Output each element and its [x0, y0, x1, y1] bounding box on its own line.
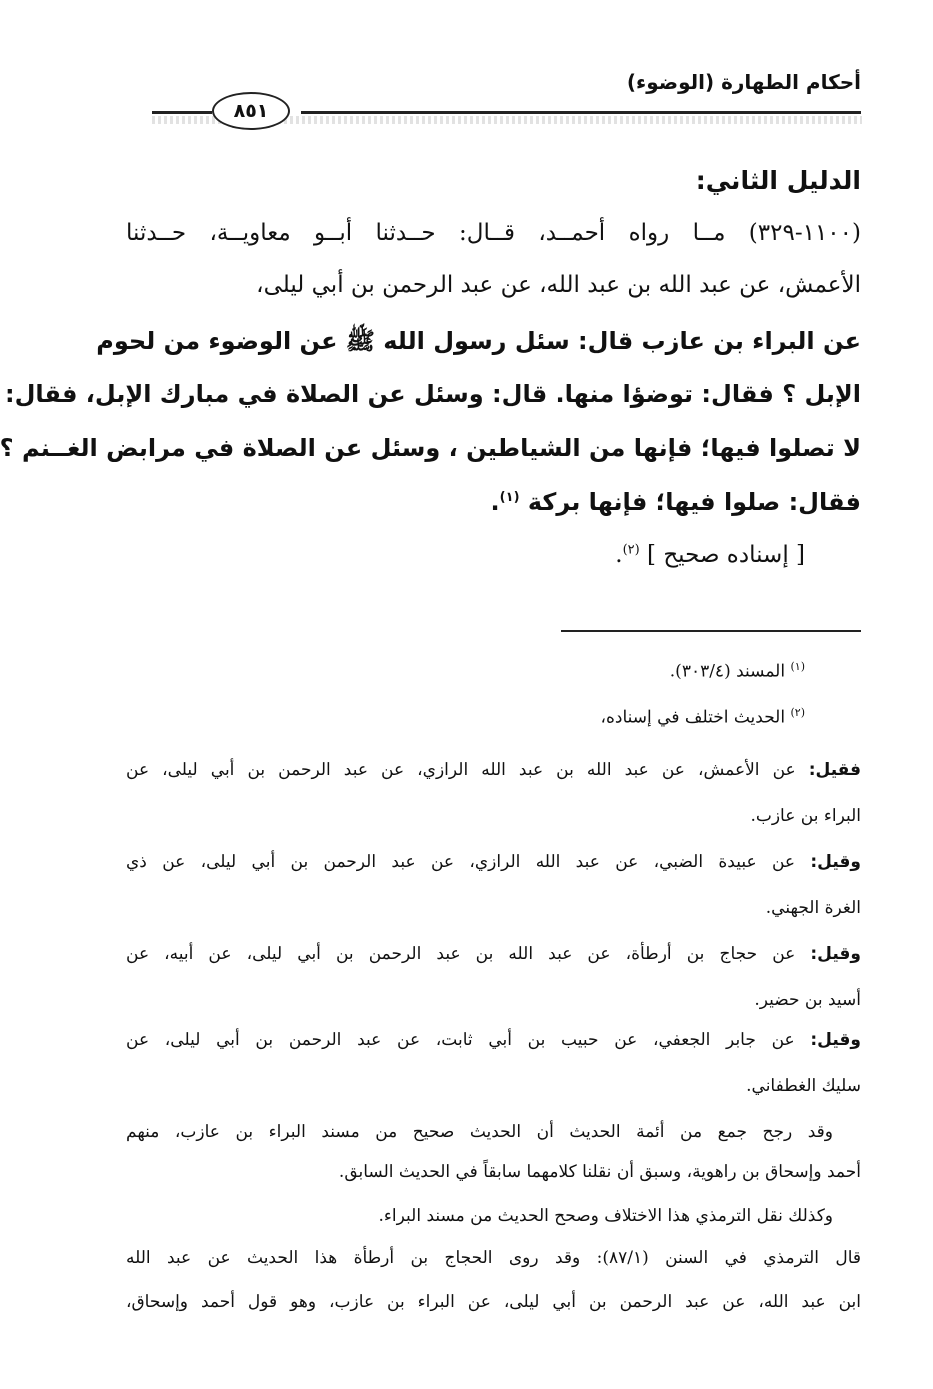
commentary-line: أحمد وإسحاق بن راهوية، وسبق أن نقلنا كلامهما سابقاً في الحديث السابق. [338, 1162, 861, 1182]
hadith-line: الإبل ؟ فقال: توضؤا منها. قال: وسئل عن الصلاة في مبارك الإبل، فقال: [5, 380, 861, 408]
running-header-title: أحكام الطهارة (الوضوء) [626, 70, 861, 94]
page-number: ٨٥١ [233, 100, 269, 122]
narration-line: الأعمش، عن عبد الله بن عبد الله، عن عبد الرحمن بن أبي ليلى، [256, 272, 861, 298]
commentary-line: وقد رجح جمع من أئمة الحديث أن الحديث صحيح من مسند البراء بن عازب، منهم [126, 1122, 833, 1142]
footnote-ref-1: (١) [499, 490, 520, 505]
isnad-grading [205, 542, 805, 568]
footnote-2 [205, 706, 805, 728]
variant-lead: وقيل: [810, 944, 861, 964]
variant-line-cont: الغرة الجهني. [765, 898, 861, 918]
narration-line: (١١٠٠-٣٢٩) مــا رواه أحمــد، قــال: حــدثنا أبــو معاويــة، حــدثنا [126, 220, 861, 246]
footnote-2-number: (٢) [790, 706, 805, 719]
commentary-line: قال الترمذي في السنن (٨٧/١): وقد روى الحجاج بن أرطأة هذا الحديث عن عبد الله [126, 1248, 861, 1268]
footnote-ref-2: (٢) [622, 542, 640, 558]
footnote-1 [205, 660, 805, 682]
hadith-line: لا تصلوا فيها؛ فإنها من الشياطين ، وسئل عن الصلاة في مرابض الغــنم ؟ [0, 434, 861, 462]
variant-line-cont: سليك الغطفاني. [746, 1076, 861, 1096]
variant-lead: وقيل: [810, 1030, 861, 1050]
hadith-line: عن البراء بن عازب قال: سئل رسول الله ﷺ عن الوضوء من لحوم [96, 327, 861, 355]
variant-line [126, 852, 861, 872]
isnad-text: [ إسناده صحيح ] [647, 542, 805, 568]
variant-line-cont: البراء بن عازب. [750, 806, 861, 826]
variant-line [126, 1030, 861, 1050]
hadith-line-text: فقال: صلوا فيها؛ فإنها بركة [527, 488, 861, 516]
variant-line [126, 944, 861, 964]
footnote-2-text: الحديث اختلف في إسناده، [600, 707, 786, 728]
header-rule-right [301, 111, 861, 114]
page-number-badge [212, 92, 290, 130]
footnote-1-number: (١) [790, 660, 805, 673]
footnote-divider [561, 630, 861, 632]
variant-text: عن جابر الجعفي، عن حبيب بن أبي ثابت، عن عبد الرحمن بن أبي ليلى، عن [126, 1030, 811, 1050]
variant-text: عن حجاج بن أرطأة، عن عبد الله بن عبد الرحمن بن أبي ليلى، عن أبيه، عن [126, 944, 811, 964]
section-title: الدليل الثاني: [695, 166, 861, 195]
variant-text: عن الأعمش، عن عبد الله بن عبد الله الرازي، عن عبد الرحمن بن أبي ليلى، عن [126, 760, 809, 780]
variant-line [126, 760, 861, 780]
variant-lead: وقيل: [810, 852, 861, 872]
isnad-end-dot: . [615, 542, 623, 568]
variant-text: عن عبيدة الضبي، عن عبد الله الرازي، عن عبد الرحمن بن أبي ليلى، عن ذي [126, 852, 811, 872]
hadith-line-last [126, 488, 861, 516]
commentary-line: وكذلك نقل الترمذي هذا الاختلاف وصحح الحديث من مسند البراء. [378, 1206, 833, 1226]
variant-lead: فقيل: [808, 760, 861, 780]
commentary-line: ابن عبد الله، عن عبد الرحمن بن أبي ليلى، عن البراء بن عازب، وهو قول أحمد وإسحاق، [126, 1292, 861, 1312]
header-rule-left [152, 111, 212, 114]
variant-line-cont: أسيد بن حضير. [754, 990, 861, 1010]
hadith-end-dot: . [490, 488, 500, 516]
footnote-1-text: المسند (٣٠٣/٤). [669, 661, 786, 682]
